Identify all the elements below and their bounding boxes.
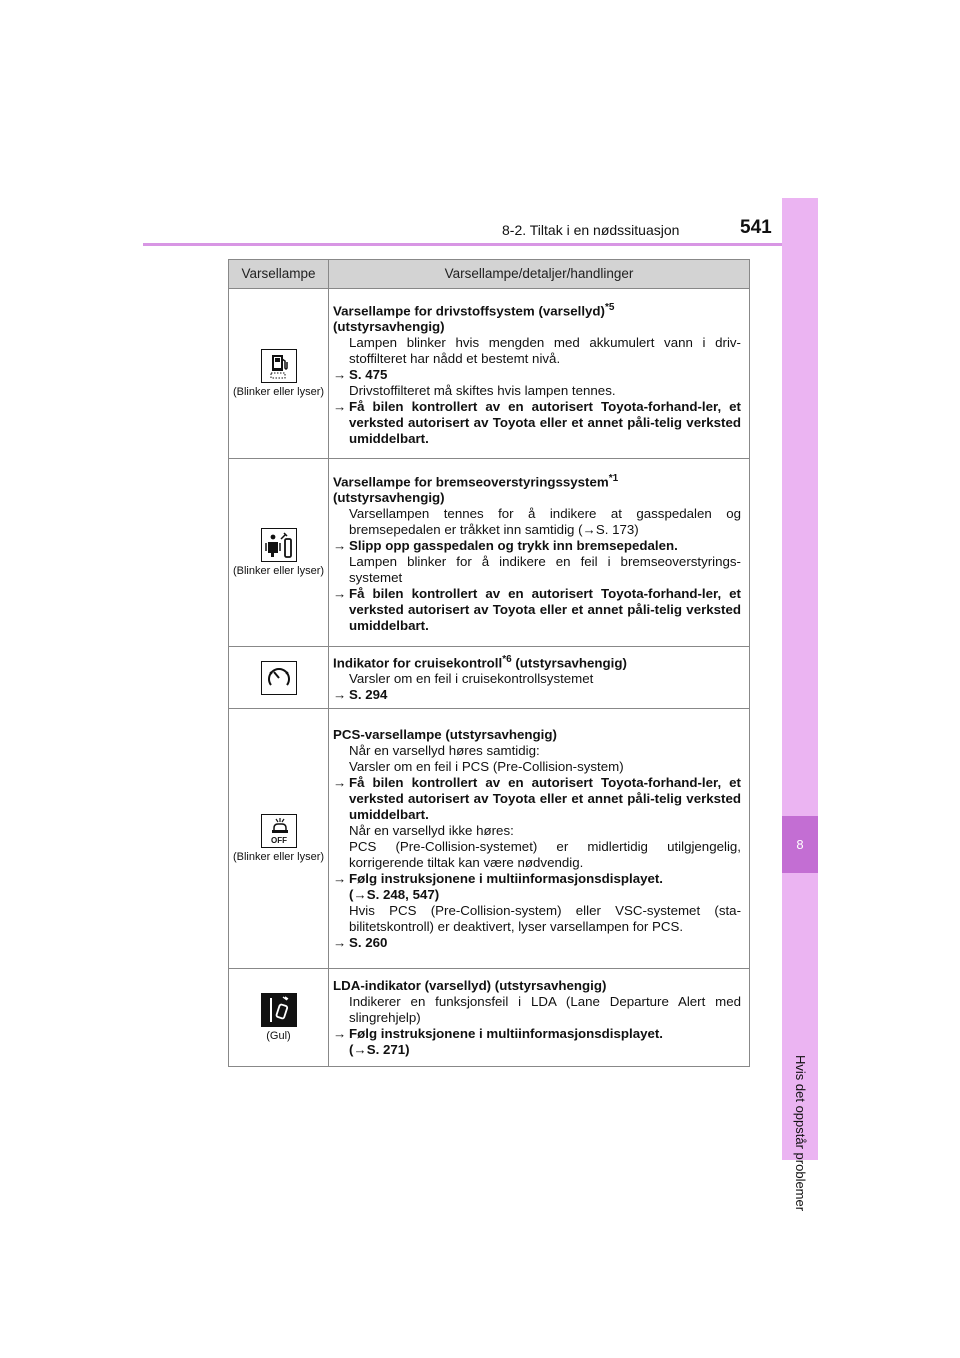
page-reference: → S. 294 — [333, 687, 388, 703]
lamp-title: LDA-indikator (varsellyd) (utstyrsavhengig) — [333, 977, 607, 993]
table-row — [229, 709, 750, 969]
page-reference: → S. 260 — [333, 934, 388, 950]
lamp-description: PCS (Pre-Collision-systemet) er midlertidig utilgjengelig, korrigerende tiltak kan være nødvendig. — [349, 838, 741, 870]
lamp-caption: (Gul) — [266, 1030, 291, 1042]
table-row — [229, 969, 750, 1067]
lamp-description: Indikerer en funksjonsfeil i LDA (Lane Departure Alert med slingrehjelp) — [349, 993, 741, 1025]
pcs-off-icon — [261, 814, 297, 848]
column-header-lamp: Varsellampe — [229, 260, 329, 289]
icon-cell — [229, 459, 329, 647]
brake-override-icon — [261, 528, 297, 562]
lamp-title: Indikator for cruisekontroll$^{*6}$ (utstyrsavhengig) — [333, 653, 627, 671]
lamp-description: Varsler om en feil i cruisekontrollsystemet — [349, 671, 594, 687]
details-cell — [329, 289, 750, 459]
details-cell — [329, 459, 750, 647]
warning-lamp-table — [228, 259, 750, 1067]
table-header-row — [229, 260, 750, 289]
chapter-title: Hvis det oppstår problemer — [793, 1055, 808, 1212]
required-action: → Følg instruksjonene i multiinformasjonsdisplayet. — [333, 870, 664, 886]
required-action: → Slipp opp gasspedalen og trykk inn bremsepedalen. — [333, 538, 678, 554]
lamp-caption: (Blinker eller lyser) — [232, 565, 325, 577]
cruise-control-icon — [261, 661, 297, 695]
icon-cell — [229, 709, 329, 969]
fuel-filter-icon — [261, 349, 297, 383]
lamp-description: Lampen blinker for å indikere en feil i bremseoverstyrings-systemet — [349, 554, 741, 586]
icon-cell — [229, 969, 329, 1067]
lamp-caption: (Blinker eller lyser) — [232, 851, 325, 863]
lamp-title: Varsellampe for drivstoffsystem (varsellyd)$^{*5}$ — [333, 301, 615, 319]
table-row — [229, 647, 750, 709]
lamp-description: Varsler om en feil i PCS (Pre-Collision-system) — [349, 758, 624, 774]
icon-cell — [229, 647, 329, 709]
table-row — [229, 459, 750, 647]
details-cell — [329, 709, 750, 969]
lamp-subtitle: (utstyrsavhengig) — [333, 490, 445, 506]
lamp-description: Hvis PCS (Pre-Collision-system) eller VSC-systemet (sta-bilitetskontroll) er deaktivert, lyser varsellampen for PCS. — [349, 902, 741, 934]
page-reference: → S. 475 — [333, 367, 388, 383]
pcs-off-label: OFF — [270, 836, 287, 845]
page-reference: (→S. 271) — [349, 1041, 410, 1057]
required-action: → Få bilen kontrollert av en autorisert Toyota-forhand-ler, et verksted autorisert av Toyota eller et annet påli-telig verksted umiddelbart. — [333, 774, 741, 822]
required-action: → Få bilen kontrollert av en autorisert Toyota-forhand-ler, et verksted autorisert av Toyota eller et annet påli-telig verksted umiddelbart. — [333, 586, 741, 634]
lamp-title: Varsellampe for bremseoverstyringssystem$^{*1}$ — [333, 472, 619, 490]
lamp-caption: (Blinker eller lyser) — [232, 386, 325, 398]
lamp-description: Lampen blinker hvis mengden med akkumulert vann i driv-stoffilteret har nådd et bestemt nivå. — [349, 335, 741, 367]
lamp-description: Varsellampen tennes for å indikere at gasspedalen og bremsepedalen er tråkket inn samtidig (→S. 173) — [349, 506, 741, 538]
chapter-side-tab — [782, 198, 818, 1212]
lamp-description: Når en varsellyd ikke høres: — [349, 822, 514, 838]
chapter-number: 8 — [782, 816, 818, 873]
lane-departure-icon — [261, 993, 297, 1027]
table-row — [229, 289, 750, 459]
lamp-description: Når en varsellyd høres samtidig: — [349, 742, 540, 758]
required-action: → Få bilen kontrollert av en autorisert Toyota-forhand-ler, et verksted autorisert av Toyota eller et annet påli-telig verksted umiddelbart. — [333, 399, 741, 447]
lamp-description: Drivstoffilteret må skiftes hvis lampen tennes. — [349, 383, 616, 399]
lamp-title: PCS-varsellampe (utstyrsavhengig) — [333, 726, 557, 742]
page-number: 541 — [740, 217, 772, 238]
details-cell — [329, 969, 750, 1067]
header-rule — [143, 243, 818, 246]
section-title: 8-2. Tiltak i en nødssituasjon — [502, 222, 680, 238]
page-reference: (→S. 248, 547) — [349, 886, 440, 902]
icon-cell — [229, 289, 329, 459]
details-cell — [329, 647, 750, 709]
column-header-details: Varsellampe/detaljer/handlinger — [329, 260, 750, 289]
required-action: → Følg instruksjonene i multiinformasjonsdisplayet. — [333, 1025, 664, 1041]
lamp-subtitle: (utstyrsavhengig) — [333, 319, 445, 335]
